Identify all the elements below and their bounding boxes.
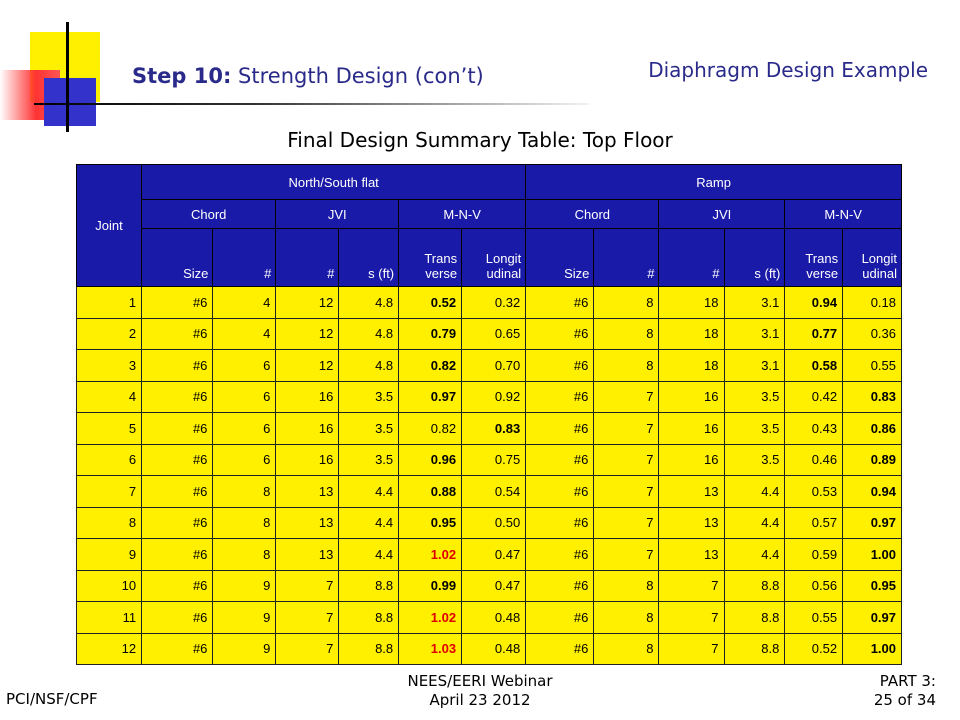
footer-left: PCI/NSF/CPF [6, 690, 98, 708]
joint-cell: 10 [77, 570, 142, 602]
ramp-transverse-cell: 0.94 [785, 287, 843, 319]
ramp-size-cell: #6 [526, 444, 594, 476]
ramp-col-transverse [785, 229, 843, 287]
ramp-size-cell: #6 [526, 539, 594, 571]
ramp-jvi-count-cell: 18 [659, 287, 724, 319]
table-row [77, 570, 902, 602]
ns-jvi-count-cell: 7 [276, 570, 339, 602]
ns-chord-count-cell: 6 [213, 381, 276, 413]
ramp-size-cell: #6 [526, 570, 594, 602]
ns-col-spacing: s (ft) [339, 229, 399, 287]
title-underline [34, 103, 589, 105]
ns-jvi-count-cell: 12 [276, 287, 339, 319]
ns-size-cell: #6 [142, 413, 213, 445]
ns-spacing-cell: 3.5 [339, 444, 399, 476]
ns-transverse-cell: 1.02 [399, 539, 462, 571]
ramp-size-cell: #6 [526, 350, 594, 382]
footer-right-line2: 25 of 34 [873, 691, 936, 709]
ramp-spacing-cell: 3.1 [724, 287, 785, 319]
ramp-spacing-cell: 8.8 [724, 570, 785, 602]
ns-transverse-cell: 0.79 [399, 318, 462, 350]
table-row [77, 444, 902, 476]
step-title [132, 64, 484, 88]
ramp-jvi-count-cell: 7 [659, 602, 724, 634]
logo-blue-block [44, 78, 96, 126]
ramp-transverse-cell: 0.43 [785, 413, 843, 445]
ramp-jvi-count-cell: 13 [659, 539, 724, 571]
ramp-transverse-cell: 0.53 [785, 476, 843, 508]
step-description: Strength Design (con’t) [231, 64, 484, 88]
ns-spacing-cell: 4.8 [339, 350, 399, 382]
table-row [77, 413, 902, 445]
ns-size-cell: #6 [142, 633, 213, 665]
ns-size-cell: #6 [142, 287, 213, 319]
ns-chord-count-cell: 6 [213, 413, 276, 445]
ns-chord-count-cell: 9 [213, 633, 276, 665]
ramp-chord-count-cell: 7 [594, 381, 659, 413]
ramp-jvi-count-cell: 16 [659, 381, 724, 413]
ramp-mnv-header: M-N-V [785, 200, 902, 229]
ns-longitudinal-cell: 0.75 [462, 444, 526, 476]
joint-cell: 8 [77, 507, 142, 539]
ns-transverse-cell: 1.02 [399, 602, 462, 634]
ramp-longitudinal-cell: 0.89 [843, 444, 902, 476]
ramp-size-cell: #6 [526, 318, 594, 350]
joint-cell: 5 [77, 413, 142, 445]
ns-col-chord-count: # [213, 229, 276, 287]
ns-longitudinal-cell: 0.70 [462, 350, 526, 382]
group-header-ramp: Ramp [526, 165, 902, 200]
ns-transverse-cell: 0.82 [399, 413, 462, 445]
ramp-chord-header: Chord [526, 200, 659, 229]
joint-cell: 2 [77, 318, 142, 350]
ns-spacing-cell: 4.8 [339, 287, 399, 319]
joint-cell: 6 [77, 444, 142, 476]
ns-longitudinal-cell: 0.32 [462, 287, 526, 319]
ramp-jvi-count-cell: 13 [659, 476, 724, 508]
ns-jvi-count-cell: 12 [276, 350, 339, 382]
ramp-longitudinal-cell: 0.94 [843, 476, 902, 508]
ns-longitudinal-cell: 0.54 [462, 476, 526, 508]
ramp-transverse-cell: 0.55 [785, 602, 843, 634]
joint-cell: 4 [77, 381, 142, 413]
ramp-transverse-cell: 0.59 [785, 539, 843, 571]
footer-center-line1: NEES/EERI Webinar [407, 672, 553, 690]
ramp-spacing-cell: 3.1 [724, 350, 785, 382]
ns-chord-count-cell: 8 [213, 539, 276, 571]
table-row [77, 350, 902, 382]
ns-jvi-count-cell: 13 [276, 539, 339, 571]
ns-chord-count-cell: 6 [213, 444, 276, 476]
ramp-size-cell: #6 [526, 476, 594, 508]
ramp-col-longitudinal-line1: Longit [861, 251, 897, 266]
ramp-transverse-cell: 0.42 [785, 381, 843, 413]
table-row [77, 318, 902, 350]
table-row [77, 539, 902, 571]
ns-chord-count-cell: 8 [213, 476, 276, 508]
ramp-jvi-count-cell: 7 [659, 570, 724, 602]
ramp-longitudinal-cell: 0.36 [843, 318, 902, 350]
ramp-col-transverse-line2: verse [806, 266, 839, 281]
ramp-size-cell: #6 [526, 287, 594, 319]
ns-transverse-cell: 0.96 [399, 444, 462, 476]
ns-longitudinal-cell: 0.48 [462, 633, 526, 665]
ramp-chord-count-cell: 7 [594, 507, 659, 539]
ramp-spacing-cell: 4.4 [724, 539, 785, 571]
footer-center [0, 672, 960, 710]
table-body [77, 287, 902, 665]
ramp-longitudinal-cell: 1.00 [843, 539, 902, 571]
ramp-col-size: Size [526, 229, 594, 287]
ns-size-cell: #6 [142, 539, 213, 571]
ns-spacing-cell: 8.8 [339, 570, 399, 602]
ns-spacing-cell: 4.4 [339, 476, 399, 508]
ramp-chord-count-cell: 8 [594, 570, 659, 602]
ns-transverse-cell: 0.97 [399, 381, 462, 413]
ns-mnv-header: M-N-V [399, 200, 526, 229]
ns-spacing-cell: 4.4 [339, 507, 399, 539]
ramp-spacing-cell: 8.8 [724, 602, 785, 634]
footer-center-line2: April 23 2012 [429, 691, 531, 709]
ramp-size-cell: #6 [526, 413, 594, 445]
joint-cell: 3 [77, 350, 142, 382]
ramp-longitudinal-cell: 0.83 [843, 381, 902, 413]
ns-size-cell: #6 [142, 507, 213, 539]
ns-spacing-cell: 4.4 [339, 539, 399, 571]
ns-col-longitudinal [462, 229, 526, 287]
ns-longitudinal-cell: 0.48 [462, 602, 526, 634]
ns-jvi-header: JVI [276, 200, 399, 229]
ns-transverse-cell: 0.88 [399, 476, 462, 508]
table-row [77, 602, 902, 634]
ns-size-cell: #6 [142, 476, 213, 508]
ramp-size-cell: #6 [526, 602, 594, 634]
ns-size-cell: #6 [142, 444, 213, 476]
ns-longitudinal-cell: 0.50 [462, 507, 526, 539]
ns-col-transverse-line2: verse [425, 266, 458, 281]
ramp-longitudinal-cell: 0.97 [843, 507, 902, 539]
ns-size-cell: #6 [142, 318, 213, 350]
ns-chord-count-cell: 9 [213, 570, 276, 602]
ramp-jvi-count-cell: 16 [659, 444, 724, 476]
ns-spacing-cell: 8.8 [339, 633, 399, 665]
ns-transverse-cell: 0.99 [399, 570, 462, 602]
ramp-transverse-cell: 0.57 [785, 507, 843, 539]
ns-col-size: Size [142, 229, 213, 287]
ns-jvi-count-cell: 13 [276, 507, 339, 539]
ramp-chord-count-cell: 7 [594, 539, 659, 571]
joint-cell: 9 [77, 539, 142, 571]
ns-jvi-count-cell: 16 [276, 413, 339, 445]
ramp-spacing-cell: 3.1 [724, 318, 785, 350]
ramp-spacing-cell: 3.5 [724, 413, 785, 445]
ns-chord-count-cell: 9 [213, 602, 276, 634]
ns-spacing-cell: 4.8 [339, 318, 399, 350]
joint-cell: 7 [77, 476, 142, 508]
ns-transverse-cell: 0.95 [399, 507, 462, 539]
ramp-chord-count-cell: 8 [594, 318, 659, 350]
ramp-transverse-cell: 0.52 [785, 633, 843, 665]
ns-longitudinal-cell: 0.47 [462, 539, 526, 571]
ramp-chord-count-cell: 8 [594, 287, 659, 319]
table-row [77, 381, 902, 413]
ns-jvi-count-cell: 7 [276, 602, 339, 634]
ns-col-longitudinal-line2: udinal [486, 266, 522, 281]
ns-jvi-count-cell: 13 [276, 476, 339, 508]
joint-cell: 11 [77, 602, 142, 634]
ramp-longitudinal-cell: 0.55 [843, 350, 902, 382]
logo-vertical-line [66, 22, 69, 132]
ns-chord-count-cell: 6 [213, 350, 276, 382]
ns-col-longitudinal-line1: Longit [485, 251, 522, 266]
ns-longitudinal-cell: 0.47 [462, 570, 526, 602]
joint-header: Joint [77, 165, 142, 287]
ns-jvi-count-cell: 12 [276, 318, 339, 350]
table-row [77, 507, 902, 539]
ramp-spacing-cell: 4.4 [724, 476, 785, 508]
ramp-chord-count-cell: 8 [594, 602, 659, 634]
ns-transverse-cell: 1.03 [399, 633, 462, 665]
ns-chord-count-cell: 4 [213, 318, 276, 350]
ns-transverse-cell: 0.52 [399, 287, 462, 319]
ramp-longitudinal-cell: 0.97 [843, 602, 902, 634]
joint-cell: 1 [77, 287, 142, 319]
footer-right [874, 672, 936, 710]
ns-spacing-cell: 3.5 [339, 413, 399, 445]
table-title: Final Design Summary Table: Top Floor [287, 128, 673, 152]
ramp-chord-count-cell: 7 [594, 413, 659, 445]
ns-size-cell: #6 [142, 602, 213, 634]
ns-chord-count-cell: 4 [213, 287, 276, 319]
ns-longitudinal-cell: 0.83 [462, 413, 526, 445]
table-row [77, 633, 902, 665]
group-header-north-south: North/South flat [142, 165, 526, 200]
ramp-chord-count-cell: 7 [594, 476, 659, 508]
ramp-transverse-cell: 0.46 [785, 444, 843, 476]
ns-transverse-cell: 0.82 [399, 350, 462, 382]
ns-spacing-cell: 3.5 [339, 381, 399, 413]
ramp-chord-count-cell: 8 [594, 633, 659, 665]
ramp-col-longitudinal-line2: udinal [862, 266, 897, 281]
step-label: Step 10: [132, 64, 232, 88]
ns-size-cell: #6 [142, 570, 213, 602]
ramp-transverse-cell: 0.58 [785, 350, 843, 382]
ramp-col-spacing: s (ft) [724, 229, 785, 287]
ramp-col-transverse-line1: Trans [805, 251, 839, 266]
ramp-transverse-cell: 0.77 [785, 318, 843, 350]
ramp-jvi-count-cell: 18 [659, 318, 724, 350]
ns-col-jvi-count: # [276, 229, 339, 287]
ns-jvi-count-cell: 16 [276, 381, 339, 413]
ramp-spacing-cell: 8.8 [724, 633, 785, 665]
ns-longitudinal-cell: 0.92 [462, 381, 526, 413]
ramp-col-chord-count: # [594, 229, 659, 287]
ns-col-transverse-line1: Trans [424, 251, 458, 266]
ramp-longitudinal-cell: 0.86 [843, 413, 902, 445]
ramp-chord-count-cell: 8 [594, 350, 659, 382]
ramp-jvi-count-cell: 13 [659, 507, 724, 539]
header-title: Diaphragm Design Example [648, 58, 928, 82]
ramp-jvi-count-cell: 18 [659, 350, 724, 382]
table-row [77, 287, 902, 319]
ramp-longitudinal-cell: 0.18 [843, 287, 902, 319]
footer-right-line1: PART 3: [879, 672, 936, 690]
ns-size-cell: #6 [142, 381, 213, 413]
ramp-size-cell: #6 [526, 381, 594, 413]
ns-jvi-count-cell: 7 [276, 633, 339, 665]
ramp-longitudinal-cell: 1.00 [843, 633, 902, 665]
ns-chord-count-cell: 8 [213, 507, 276, 539]
ramp-col-longitudinal [843, 229, 902, 287]
ns-spacing-cell: 8.8 [339, 602, 399, 634]
ramp-spacing-cell: 3.5 [724, 444, 785, 476]
ramp-chord-count-cell: 7 [594, 444, 659, 476]
design-summary-table [76, 164, 902, 665]
ramp-jvi-header: JVI [659, 200, 785, 229]
ramp-jvi-count-cell: 16 [659, 413, 724, 445]
ramp-spacing-cell: 3.5 [724, 381, 785, 413]
ramp-spacing-cell: 4.4 [724, 507, 785, 539]
ramp-transverse-cell: 0.56 [785, 570, 843, 602]
ramp-size-cell: #6 [526, 633, 594, 665]
ramp-col-jvi-count: # [659, 229, 724, 287]
ns-jvi-count-cell: 16 [276, 444, 339, 476]
ns-longitudinal-cell: 0.65 [462, 318, 526, 350]
ramp-longitudinal-cell: 0.95 [843, 570, 902, 602]
ns-col-transverse [399, 229, 462, 287]
ns-size-cell: #6 [142, 350, 213, 382]
joint-cell: 12 [77, 633, 142, 665]
ramp-jvi-count-cell: 7 [659, 633, 724, 665]
ns-chord-header: Chord [142, 200, 276, 229]
ramp-size-cell: #6 [526, 507, 594, 539]
table-row [77, 476, 902, 508]
